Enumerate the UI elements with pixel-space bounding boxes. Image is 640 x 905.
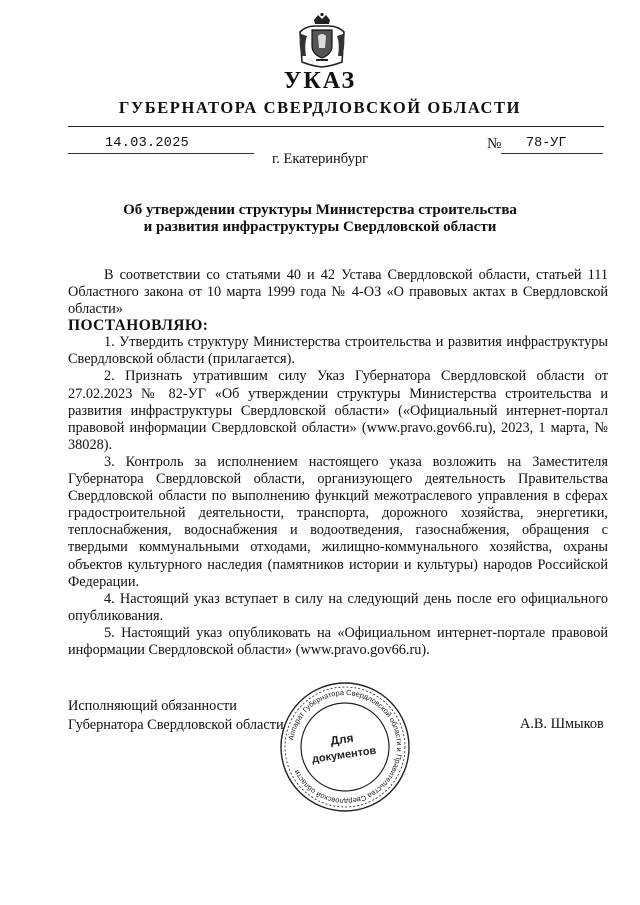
- stamp-ring-text: Аппарат Губернатора Свердловской области и Правительства Свердловской области: [286, 687, 405, 807]
- official-stamp: [279, 681, 411, 813]
- issuer-subtitle: ГУБЕРНАТОРА СВЕРДЛОВСКОЙ ОБЛАСТИ: [118, 98, 522, 117]
- document-title-line-1: Об утверждении структуры Министерства строительства: [123, 202, 517, 218]
- item-2: 2. Признать утратившим силу Указ Губернатора Свердловской области от 27.02.2023 № 82-УГ «Об утверждении структуры Министерства строительства и развития инфраструктуры Свердловской области» («Официальный интернет-портал правовой информации Свердловской области» (www.pravo.gov66.ru), 2023, 1 марта, № 38028).: [68, 368, 608, 453]
- city: г. Екатеринбург: [271, 151, 369, 167]
- document-date: 14.03.2025: [105, 136, 190, 151]
- decree-word: ПОСТАНОВЛЯЮ:: [68, 317, 209, 335]
- preamble: В соответствии со статьями 40 и 42 Устава Свердловской области, статьей 111 Областного закона от 10 марта 1999 года № 4-ОЗ «О правовых актах в Свердловской области»: [68, 267, 608, 318]
- signatory-position-line-1: Исполняющий обязанности: [68, 698, 237, 714]
- item-4: 4. Настоящий указ вступает в силу на следующий день после его официального опубликования.: [68, 590, 608, 624]
- item-1: 1. Утвердить структуру Министерства строительства и развития инфраструктуры Свердловской области (прилагается).: [68, 334, 608, 368]
- signatory-name: А.В. Шмыков: [520, 716, 604, 732]
- header-divider: [68, 126, 604, 127]
- document-title: [100, 202, 540, 236]
- signatory-position-line-2: Губернатора Свердловской области: [68, 717, 284, 733]
- number-label: №: [487, 136, 502, 152]
- stamp-center-line-1: Для: [329, 730, 355, 748]
- item-5: 5. Настоящий указ опубликовать на «Официальном интернет-портале правовой информации Свердловской области» (www.pravo.gov66.ru).: [68, 624, 608, 658]
- signatory-position: [68, 697, 284, 735]
- document-type-title: УКАЗ: [283, 68, 357, 94]
- stamp-center-line-2: документов: [311, 744, 378, 766]
- item-3: 3. Контроль за исполнением настоящего указа возложить на Заместителя Губернатора Свердловской области, организующего деятельность Правительства Свердловской области по выполнению функций межотраслевого управления в сферах градостроительной деятельности, транспорта, дорожного хозяйства, энергетики, теплоснабжения, водоснабжения и водоотведения, газоснабжения, обращения с твердыми коммунальными отходами, жилищно-коммунального хозяйства, охраны объектов культурного наследия (памятников истории и культуры) народов Российской Федерации.: [68, 453, 608, 590]
- coat-of-arms-icon: [296, 12, 348, 68]
- document-title-line-2: и развития инфраструктуры Свердловской области: [143, 219, 497, 235]
- document-number: 78-УГ: [526, 136, 567, 151]
- document-body: [68, 267, 608, 659]
